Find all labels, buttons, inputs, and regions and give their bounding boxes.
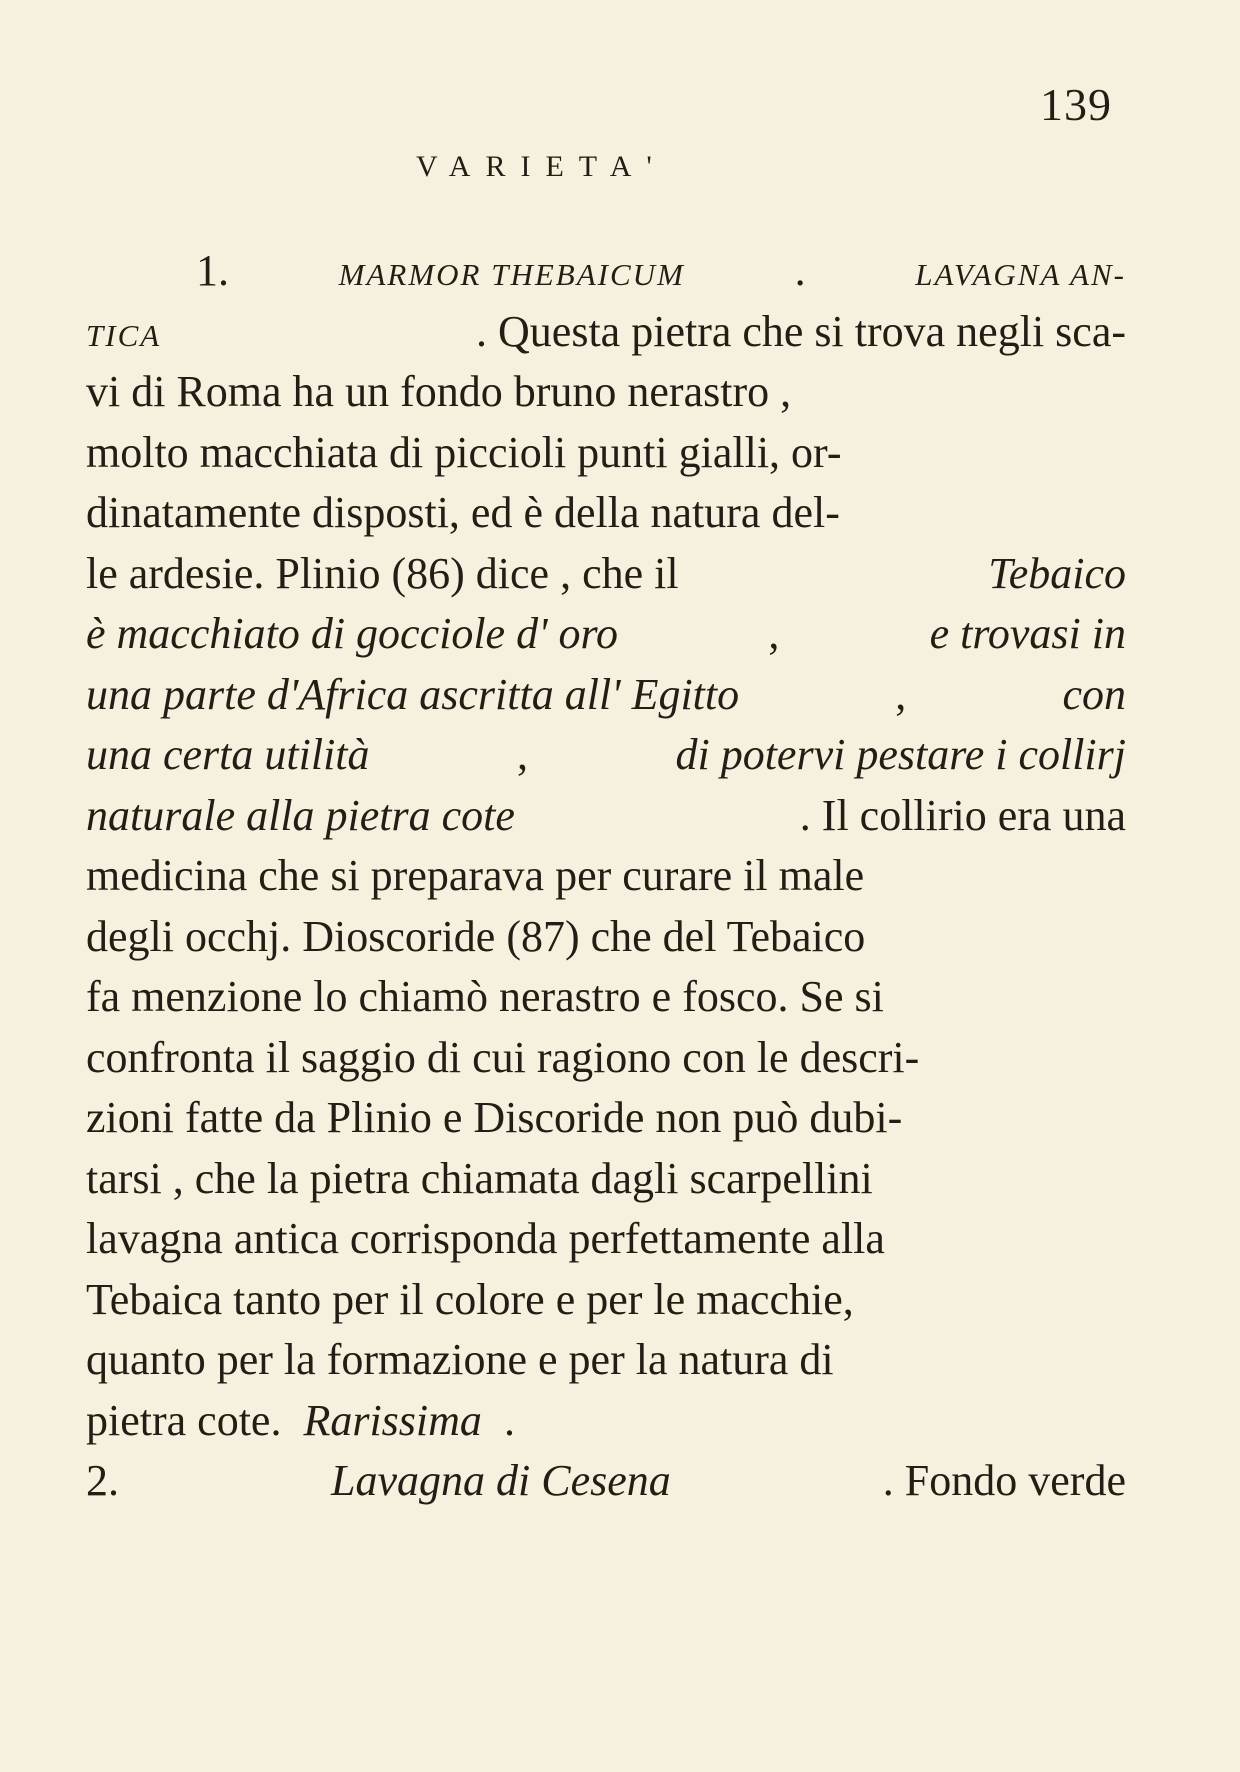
text-segment: MARMOR THEBAICUM xyxy=(338,257,685,292)
text-segment: , xyxy=(768,609,780,658)
text-line xyxy=(86,1090,1126,1146)
text-segment: lavagna antica corrisponda perfettamente alla xyxy=(86,1214,885,1263)
text-line xyxy=(86,1030,1126,1086)
text-segment: LAVAGNA AN- xyxy=(915,257,1126,292)
text-line xyxy=(86,788,1126,844)
text-line xyxy=(86,1332,1126,1388)
text-line xyxy=(86,485,1126,541)
text-line xyxy=(196,243,1126,299)
text-segment: una certa utilità xyxy=(86,730,370,779)
text-segment: e trovasi in xyxy=(929,609,1126,658)
text-line xyxy=(86,304,1126,360)
text-segment: , xyxy=(517,730,528,779)
text-segment: . xyxy=(794,246,806,295)
text-segment: Tebaico xyxy=(988,548,1126,598)
text-segment: confronta il saggio di cui ragiono con le descri- xyxy=(86,1032,920,1082)
text-segment: dinatamente disposti, ed è della natura del- xyxy=(86,488,840,537)
section-heading: VARIETA' xyxy=(416,150,667,183)
text-segment: le ardesie. Plinio (86) dice , che il xyxy=(86,548,679,598)
text-line xyxy=(86,969,1126,1025)
text-segment: di potervi pestare i collirj xyxy=(675,730,1126,779)
text-segment: . xyxy=(503,1395,515,1445)
text-line xyxy=(86,1453,1126,1509)
page-number: 139 xyxy=(1040,79,1112,130)
text-line xyxy=(86,1151,1126,1207)
text-segment: una parte d'Africa ascritta all' Egitto xyxy=(86,669,740,719)
text-line xyxy=(86,606,1126,662)
text-segment: tarsi , che la pietra chiamata dagli scarpellini xyxy=(86,1153,873,1203)
text-segment: degli occhj. Dioscoride (87) che del Tebaico xyxy=(86,911,866,961)
text-segment: , xyxy=(895,669,907,719)
text-line xyxy=(86,425,1126,481)
text-line xyxy=(86,1393,1126,1449)
text-segment: fa menzione lo chiamò nerastro e fosco. Se si xyxy=(86,972,884,1021)
text-segment: 2. xyxy=(86,1456,119,1505)
text-segment: è macchiato di gocciole d' oro xyxy=(86,609,618,658)
text-segment: pietra cote. xyxy=(86,1395,282,1445)
text-segment: molto macchiata di piccioli punti gialli, or- xyxy=(86,427,842,477)
text-segment: con xyxy=(1062,669,1126,719)
text-line xyxy=(86,848,1126,904)
text-segment: TICA xyxy=(86,317,162,353)
text-segment: . Il collirio era una xyxy=(799,790,1126,840)
text-segment: vi di Roma ha un fondo bruno nerastro , xyxy=(86,367,792,416)
text-segment: . Questa pietra che si trova negli sca- xyxy=(476,306,1126,356)
text-segment: 1. xyxy=(196,246,229,295)
text-segment: quanto per la formazione e per la natura di xyxy=(86,1335,834,1384)
text-segment: naturale alla pietra cote xyxy=(86,790,515,840)
text-line xyxy=(86,546,1126,602)
text-segment: Tebaica tanto per il colore e per le macchie, xyxy=(86,1274,854,1324)
text-line xyxy=(86,364,1126,420)
text-line xyxy=(86,1272,1126,1328)
text-line xyxy=(86,727,1126,783)
text-segment: zioni fatte da Plinio e Discoride non può dubi- xyxy=(86,1093,903,1142)
text-line xyxy=(86,909,1126,965)
text-segment: Lavagna di Cesena xyxy=(331,1456,671,1505)
text-segment: . Fondo verde xyxy=(882,1456,1126,1505)
text-segment: Rarissima xyxy=(303,1395,482,1445)
text-segment: medicina che si preparava per curare il male xyxy=(86,851,865,900)
text-line xyxy=(86,667,1126,723)
text-line xyxy=(86,1211,1126,1267)
